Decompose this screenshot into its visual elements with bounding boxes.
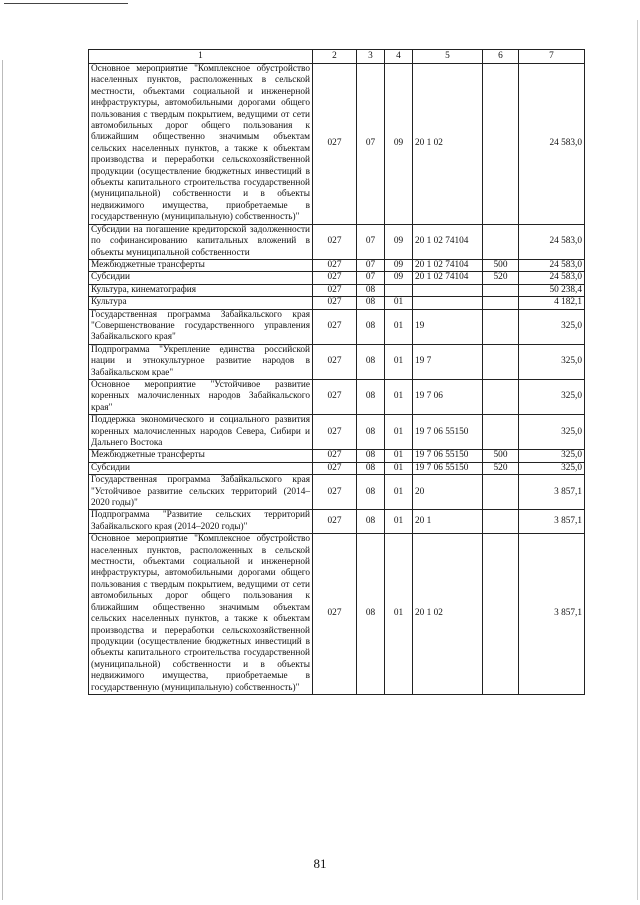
budget-table [88,49,585,695]
ministry-code: 027 [313,462,357,474]
amount: 3 857,1 [519,510,585,534]
section-code: 08 [357,415,385,450]
amount: 24 583,0 [519,64,585,225]
expense-type-code [483,510,519,534]
expense-type-code [483,64,519,225]
target-item-code: 20 [413,475,483,510]
subsection-code [385,284,413,296]
subsection-code: 01 [385,297,413,309]
section-code: 07 [357,224,385,259]
row-name: Поддержка экономического и социального развития коренных малочисленных народов Севера, Сибири и Дальнего Востока [89,415,313,450]
ministry-code: 027 [313,284,357,296]
scan-left-edge [2,60,3,900]
expense-type-code [483,297,519,309]
table-row [89,259,585,271]
subsection-code: 01 [385,309,413,344]
subsection-code: 01 [385,462,413,474]
table-row [89,64,585,225]
header-cell: 4 [385,50,413,64]
section-code: 08 [357,344,385,379]
ministry-code: 027 [313,309,357,344]
target-item-code [413,297,483,309]
row-name: Культура [89,297,313,309]
subsection-code: 09 [385,272,413,284]
target-item-code: 19 7 [413,344,483,379]
table-row [89,415,585,450]
row-name: Субсидии [89,462,313,474]
ministry-code: 027 [313,534,357,695]
target-item-code: 20 1 02 74104 [413,224,483,259]
target-item-code: 20 1 [413,510,483,534]
subsection-code: 01 [385,510,413,534]
expense-type-code [483,284,519,296]
subsection-code: 09 [385,224,413,259]
table-row [89,379,585,414]
section-code: 07 [357,64,385,225]
expense-type-code: 500 [483,259,519,271]
expense-type-code [483,415,519,450]
header-rule [4,3,128,4]
header-cell: 5 [413,50,483,64]
section-code: 08 [357,475,385,510]
amount: 3 857,1 [519,475,585,510]
subsection-code: 01 [385,534,413,695]
expense-type-code [483,309,519,344]
table-row [89,344,585,379]
target-item-code [413,284,483,296]
amount: 325,0 [519,309,585,344]
row-name: Межбюджетные трансферты [89,450,313,462]
subsection-code: 09 [385,64,413,225]
amount: 24 583,0 [519,224,585,259]
section-code: 08 [357,284,385,296]
table-row [89,450,585,462]
expense-type-code [483,475,519,510]
expense-type-code: 520 [483,462,519,474]
target-item-code: 20 1 02 [413,64,483,225]
header-cell: 6 [483,50,519,64]
section-code: 08 [357,297,385,309]
section-code: 08 [357,510,385,534]
target-item-code: 19 7 06 55150 [413,462,483,474]
header-row [89,50,585,64]
target-item-code: 19 7 06 [413,379,483,414]
table-row [89,309,585,344]
row-name: Государственная программа Забайкальского края "Устойчивое развитие сельских территорий (2014–2020 годы)" [89,475,313,510]
section-code: 07 [357,272,385,284]
ministry-code: 027 [313,510,357,534]
amount: 325,0 [519,344,585,379]
subsection-code: 09 [385,259,413,271]
ministry-code: 027 [313,415,357,450]
row-name: Субсидии [89,272,313,284]
ministry-code: 027 [313,259,357,271]
ministry-code: 027 [313,64,357,225]
table-row [89,272,585,284]
header-cell: 3 [357,50,385,64]
table-row [89,284,585,296]
ministry-code: 027 [313,297,357,309]
expense-type-code: 520 [483,272,519,284]
page-number: 81 [313,856,327,871]
row-name: Субсидии на погашение кредиторской задолженности по софинансированию капитальных вложений в объекты муниципальной собственности [89,224,313,259]
table-row [89,475,585,510]
section-code: 08 [357,534,385,695]
subsection-code: 01 [385,475,413,510]
amount: 325,0 [519,462,585,474]
table-row [89,534,585,695]
row-name: Межбюджетные трансферты [89,259,313,271]
row-name: Основное мероприятие "Комплексное обустройство населенных пунктов, расположенных в сельской местности, объектами социальной и инженерной инфраструктуры, автомобильными дорогами общего пользования с твердым покрытием, ведущими от сети автомобильных дорог общего пользования к ближайшим общественно значимым объектам сельских населенных пунктов, а также к объектам производства и переработки сельскохозяйственной продукции (осуществление бюджетных инвестиций в объекты капитального строительства государственной (муниципальной) собственности и в объекты недвижимого имущества, приобретаемые в государственную (муниципальную) собственность)" [89,64,313,225]
target-item-code: 20 1 02 [413,534,483,695]
subsection-code: 01 [385,450,413,462]
target-item-code: 19 7 06 55150 [413,415,483,450]
amount: 3 857,1 [519,534,585,695]
ministry-code: 027 [313,450,357,462]
row-name: Подпрограмма "Укрепление единства российской нации и этнокультурное развитие народов в Забайкальском крае" [89,344,313,379]
target-item-code: 19 [413,309,483,344]
ministry-code: 027 [313,272,357,284]
section-code: 08 [357,379,385,414]
scan-right-edge [637,20,638,900]
section-code: 08 [357,462,385,474]
row-name: Подпрограмма "Развитие сельских территорий Забайкальского края (2014–2020 годы)" [89,510,313,534]
table-row [89,224,585,259]
table-row [89,462,585,474]
subsection-code: 01 [385,344,413,379]
expense-type-code: 500 [483,450,519,462]
amount: 325,0 [519,379,585,414]
target-item-code: 20 1 02 74104 [413,272,483,284]
amount: 24 583,0 [519,259,585,271]
section-code: 08 [357,309,385,344]
subsection-code: 01 [385,379,413,414]
header-cell: 2 [313,50,357,64]
amount: 325,0 [519,450,585,462]
ministry-code: 027 [313,379,357,414]
header-cell: 7 [519,50,585,64]
expense-type-code [483,224,519,259]
row-name: Культура, кинематография [89,284,313,296]
expense-type-code [483,379,519,414]
header-cell: 1 [89,50,313,64]
expense-type-code [483,344,519,379]
amount: 4 182,1 [519,297,585,309]
ministry-code: 027 [313,344,357,379]
target-item-code: 19 7 06 55150 [413,450,483,462]
target-item-code: 20 1 02 74104 [413,259,483,271]
row-name: Государственная программа Забайкальского края "Совершенствование государственного управления Забайкальского края" [89,309,313,344]
amount: 50 238,4 [519,284,585,296]
table-row [89,297,585,309]
amount: 325,0 [519,415,585,450]
row-name: Основное мероприятие "Комплексное обустройство населенных пунктов, расположенных в сельской местности, объектами социальной и инженерной инфраструктуры, автомобильными дорогами общего пользования с твердым покрытием, ведущими от сети автомобильных дорог общего пользования к ближайшим общественно значимым объектам сельских населенных пунктов, а также к объектам производства и переработки сельскохозяйственной продукции (осуществление бюджетных инвестиций в объекты капитального строительства государственной (муниципальной) собственности и в объекты недвижимого имущества, приобретаемые в государственную (муниципальную) собственность)" [89,534,313,695]
section-code: 07 [357,259,385,271]
ministry-code: 027 [313,224,357,259]
ministry-code: 027 [313,475,357,510]
section-code: 08 [357,450,385,462]
amount: 24 583,0 [519,272,585,284]
table-row [89,510,585,534]
subsection-code: 01 [385,415,413,450]
row-name: Основное мероприятие "Устойчивое развитие коренных малочисленных народов Забайкальского края" [89,379,313,414]
expense-type-code [483,534,519,695]
